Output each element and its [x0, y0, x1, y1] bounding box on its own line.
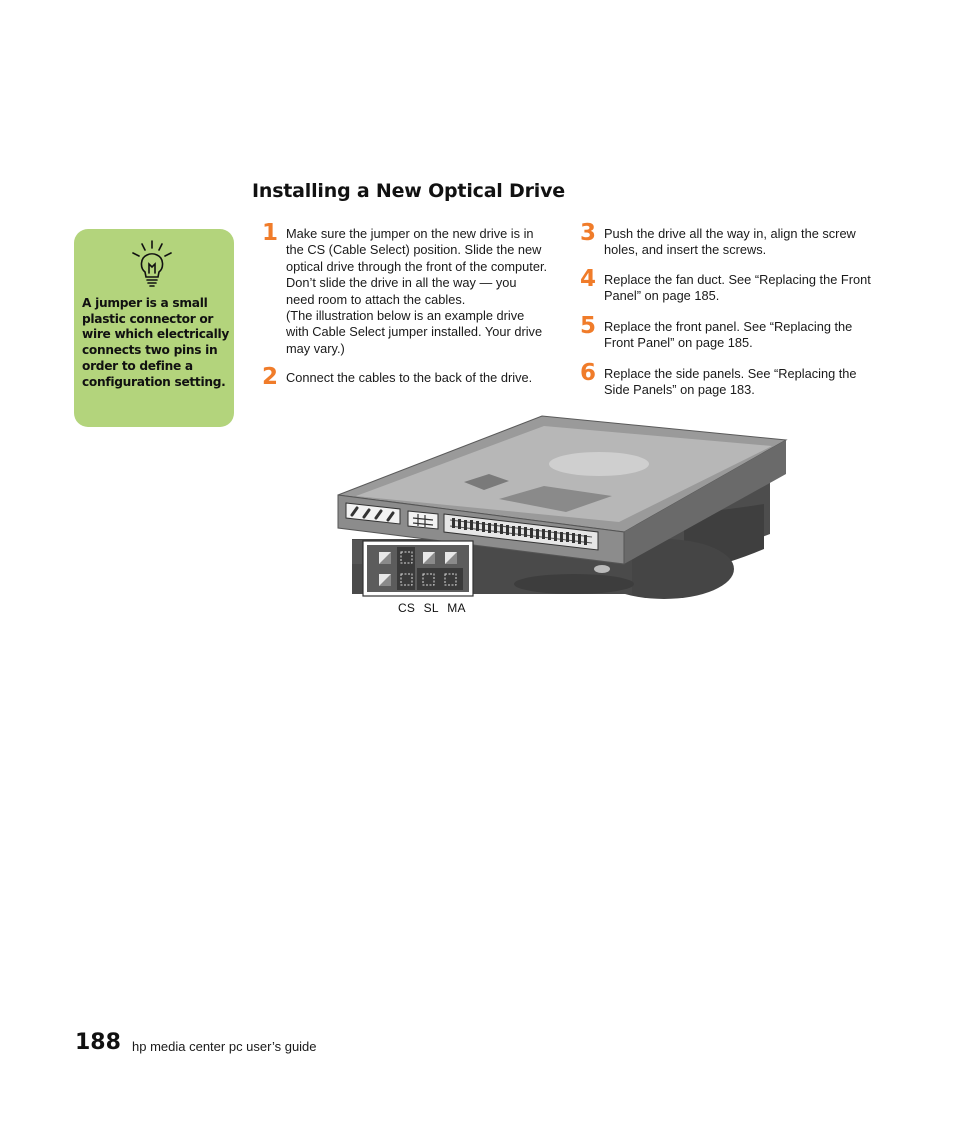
- jumper-label-sl: SL: [423, 601, 439, 615]
- lightbulb-icon: [129, 239, 175, 291]
- step-line: need room to attach the cables.: [286, 291, 466, 307]
- step-line: may vary.): [286, 340, 345, 356]
- step-line: Replace the side panels. See “Replacing the: [604, 366, 857, 381]
- step-line: Panel” on page 185.: [604, 288, 720, 304]
- step-text: [604, 319, 852, 352]
- step-number: 2: [262, 364, 279, 390]
- step-line: Connect the cables to the back of the drive.: [286, 370, 533, 385]
- step-line: with Cable Select jumper installed. Your drive: [286, 324, 543, 340]
- jumper-label-ma: MA: [447, 601, 466, 615]
- step-line: Make sure the jumper on the new drive is in: [286, 226, 534, 241]
- step-number: 3: [580, 220, 597, 246]
- step-line: Push the drive all the way in, align the screw: [604, 226, 856, 241]
- step-line: optical drive through the front of the computer.: [286, 258, 548, 274]
- step-number: 1: [262, 220, 279, 246]
- jumper-labels: [398, 601, 471, 615]
- page-heading: Installing a New Optical Drive: [252, 180, 565, 202]
- tip-box: [74, 229, 234, 427]
- step-number: 5: [580, 313, 597, 339]
- tip-text: A jumper is a small plastic connector or wire which electrically connects two pins in order to define a configuration setting.: [82, 296, 230, 389]
- step-line: holes, and insert the screws.: [604, 242, 767, 258]
- step-line: the CS (Cable Select) position. Slide the new: [286, 242, 542, 258]
- jumper-label-cs: CS: [398, 601, 416, 615]
- step-number: 6: [580, 360, 597, 386]
- step-line: (The illustration below is an example drive: [286, 308, 525, 324]
- step-text: [604, 272, 871, 305]
- step-text: [604, 226, 856, 259]
- step-text: [286, 226, 547, 357]
- page-number: 188: [75, 1030, 121, 1055]
- step-line: Side Panels” on page 183.: [604, 382, 755, 398]
- step-text: [286, 370, 532, 386]
- step-line: Front Panel” on page 185.: [604, 335, 753, 351]
- step-number: 4: [580, 266, 597, 292]
- step-line: Don’t slide the drive in all the way — you: [286, 275, 517, 291]
- optical-drive-illustration: [334, 414, 790, 614]
- step-line: Replace the fan duct. See “Replacing the Front: [604, 272, 871, 287]
- footer-title: hp media center pc user’s guide: [132, 1039, 317, 1054]
- step-line: Replace the front panel. See “Replacing the: [604, 319, 853, 334]
- step-text: [604, 366, 857, 399]
